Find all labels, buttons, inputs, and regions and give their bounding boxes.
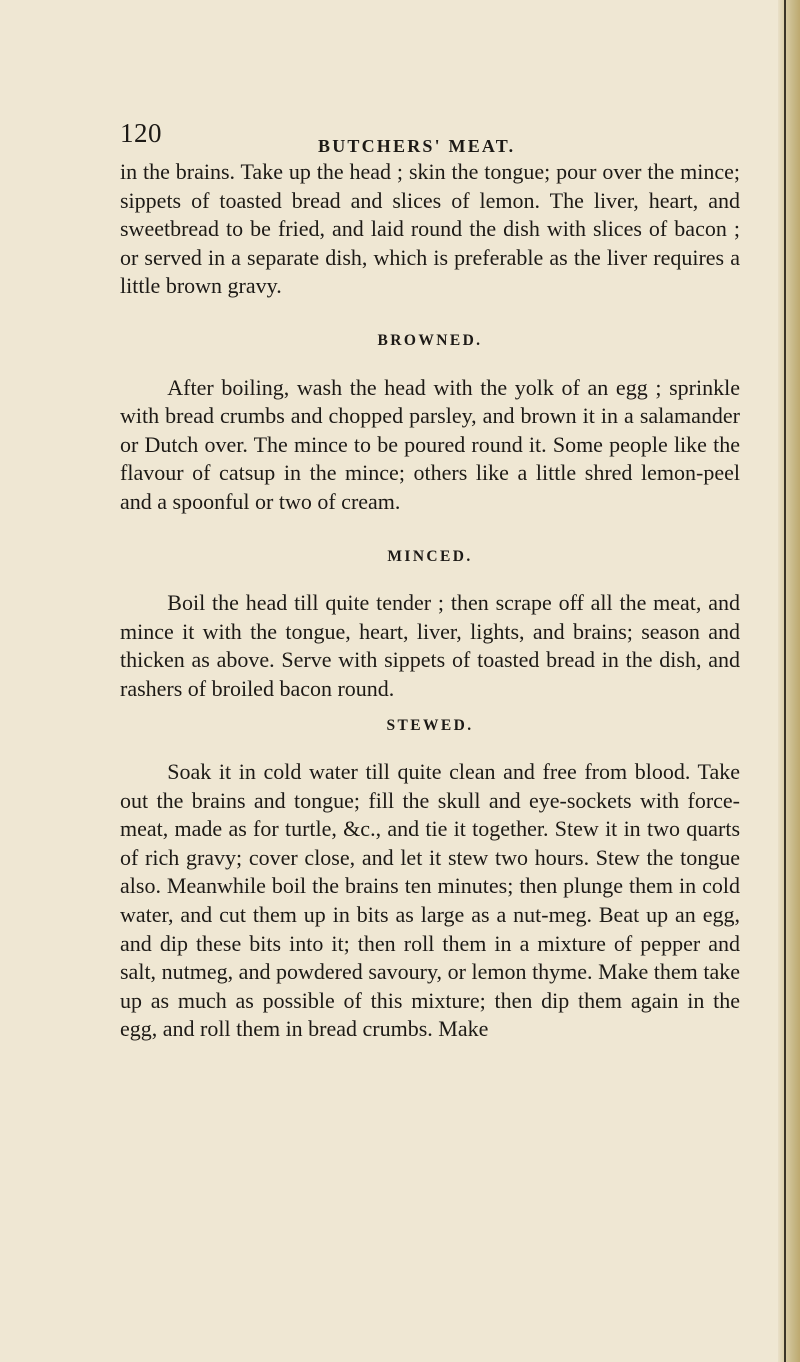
running-title: BUTCHERS' MEAT. — [318, 136, 516, 156]
page-number: 120 — [120, 118, 162, 148]
section-heading-minced: MINCED. — [387, 547, 473, 565]
page-body — [120, 158, 740, 1044]
opening-paragraph: in the brains. Take up the head ; skin the tongue; pour over the mince; sippets of toasted bread and slices of lemon. The liver, heart, and sweetbread to be fried, and laid round the dish with slices of bacon ; or served in a separate dish, which is preferable as the liver requires a little brown gravy. — [120, 159, 740, 299]
section-text-stewed: Soak it in cold water till quite clean and free from blood. Take out the brains and tongue; fill the skull and eye-sockets with force-meat, made as for turtle, &c., and tie it together. Stew it in two quarts of rich gravy; cover close, and let it stew two hours. Stew the tongue also. Meanwhile boil the brains ten minutes; then plunge them in cold water, and cut them up in bits as large as a nut-meg. Beat up an egg, and dip these bits into it; then roll them in a mixture of pepper and salt, nutmeg, and powdered savoury, or lemon thyme. Make them take up as much as possible of this mixture; then dip them again in the egg, and roll them in bread crumbs. Make — [120, 759, 740, 1042]
section-heading-browned: BROWNED. — [377, 331, 483, 349]
section-text-minced: Boil the head till quite tender ; then scrape off all the meat, and mince it with the tongue, heart, liver, lights, and brains; season and thicken as above. Serve with sippets of toasted bread in the dish, and rashers of broiled bacon round. — [120, 590, 740, 701]
section-text-browned: After boiling, wash the head with the yolk of an egg ; sprinkle with bread crumbs and chopped parsley, and brown it in a salamander or Dutch over. The mince to be poured round it. Some people like the flavour of catsup in the mince; others like a little shred lemon-peel and a spoonful or two of cream. — [120, 374, 740, 514]
page-edge-shadow — [778, 0, 800, 1362]
section-heading-stewed: STEWED. — [386, 716, 474, 734]
